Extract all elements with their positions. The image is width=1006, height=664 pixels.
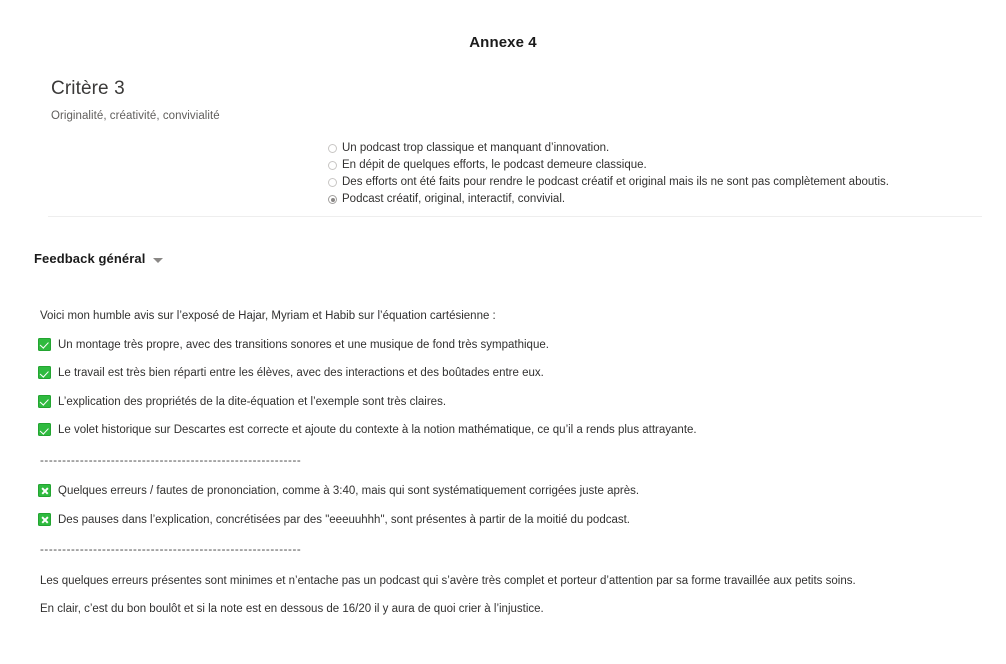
radio-button-selected-icon[interactable] xyxy=(328,195,337,204)
feedback-positive-text: Le volet historique sur Descartes est correcte et ajoute du contexte à la notion mathématique, ce qu’il a rends plus attrayante. xyxy=(58,424,697,436)
feedback-positive-item xyxy=(38,337,978,353)
feedback-positive-text: Un montage très propre, avec des transitions sonores et une musique de fond très sympathique. xyxy=(58,338,549,351)
green-check-box-icon xyxy=(38,338,51,351)
section-divider xyxy=(48,216,982,217)
feedback-negative-text: Quelques erreurs / fautes de prononciation, comme à 3:40, mais qui sont systématiquement corrigées juste après. xyxy=(58,485,640,497)
green-check-box-icon xyxy=(38,423,51,436)
radio-button-icon[interactable] xyxy=(328,144,337,153)
criterion-option-2[interactable] xyxy=(328,157,928,174)
criterion-option-label: Des efforts ont été faits pour rendre le podcast créatif et original mais ils ne sont pas complètement aboutis. xyxy=(342,176,889,188)
feedback-separator: ----------------------------------------------------------- xyxy=(40,544,302,556)
criterion-option-3[interactable] xyxy=(328,174,928,191)
page-title: Annexe 4 xyxy=(469,34,537,51)
feedback-negative-item xyxy=(38,483,978,499)
green-check-box-icon xyxy=(38,395,51,408)
criterion-option-label: Podcast créatif, original, interactif, convivial. xyxy=(342,193,566,205)
feedback-intro: Voici mon humble avis sur l’exposé de Hajar, Myriam et Habib sur l’équation cartésienne : xyxy=(40,310,496,322)
feedback-negative-text: Des pauses dans l’explication, concrétisées par des "eeeuuhhh", sont présentes à partir de la moitié du podcast. xyxy=(58,513,631,526)
criterion-option-1[interactable] xyxy=(328,140,928,157)
feedback-title: Feedback général xyxy=(34,251,146,266)
feedback-section-header[interactable] xyxy=(34,251,163,266)
chevron-down-icon[interactable] xyxy=(153,258,163,263)
feedback-negative-item xyxy=(38,512,978,528)
green-cross-box-icon xyxy=(38,484,51,497)
feedback-positive-text: Le travail est très bien réparti entre les élèves, avec des interactions et des boûtades entre eux. xyxy=(58,367,544,379)
feedback-body xyxy=(38,308,978,630)
criterion-heading: Critère 3 xyxy=(51,78,125,99)
radio-button-icon[interactable] xyxy=(328,161,337,170)
feedback-positive-item xyxy=(38,394,978,410)
radio-button-icon[interactable] xyxy=(328,178,337,187)
feedback-positive-item xyxy=(38,365,978,381)
feedback-conclusion-line: En clair, c’est du bon boulôt et si la note est en dessous de 16/20 il y aura de quoi crier à l’injustice. xyxy=(40,603,544,615)
feedback-separator: ----------------------------------------------------------- xyxy=(40,454,302,467)
criterion-option-label: Un podcast trop classique et manquant d’innovation. xyxy=(342,142,610,154)
criterion-options-group xyxy=(328,140,928,208)
criterion-subtitle: Originalité, créativité, convivialité xyxy=(51,110,220,122)
green-cross-box-icon xyxy=(38,513,51,526)
green-check-box-icon xyxy=(38,366,51,379)
criterion-option-label: En dépit de quelques efforts, le podcast demeure classique. xyxy=(342,159,647,171)
feedback-positive-text: L’explication des propriétés de la dite-équation et l’exemple sont très claires. xyxy=(58,395,447,408)
criterion-option-4[interactable] xyxy=(328,191,928,208)
feedback-conclusion-line: Les quelques erreurs présentes sont minimes et n’entache pas un podcast qui s’avère très complet et porteur d’attention par sa forme travaillée aux petits soins. xyxy=(40,574,856,587)
feedback-positive-item xyxy=(38,422,978,438)
